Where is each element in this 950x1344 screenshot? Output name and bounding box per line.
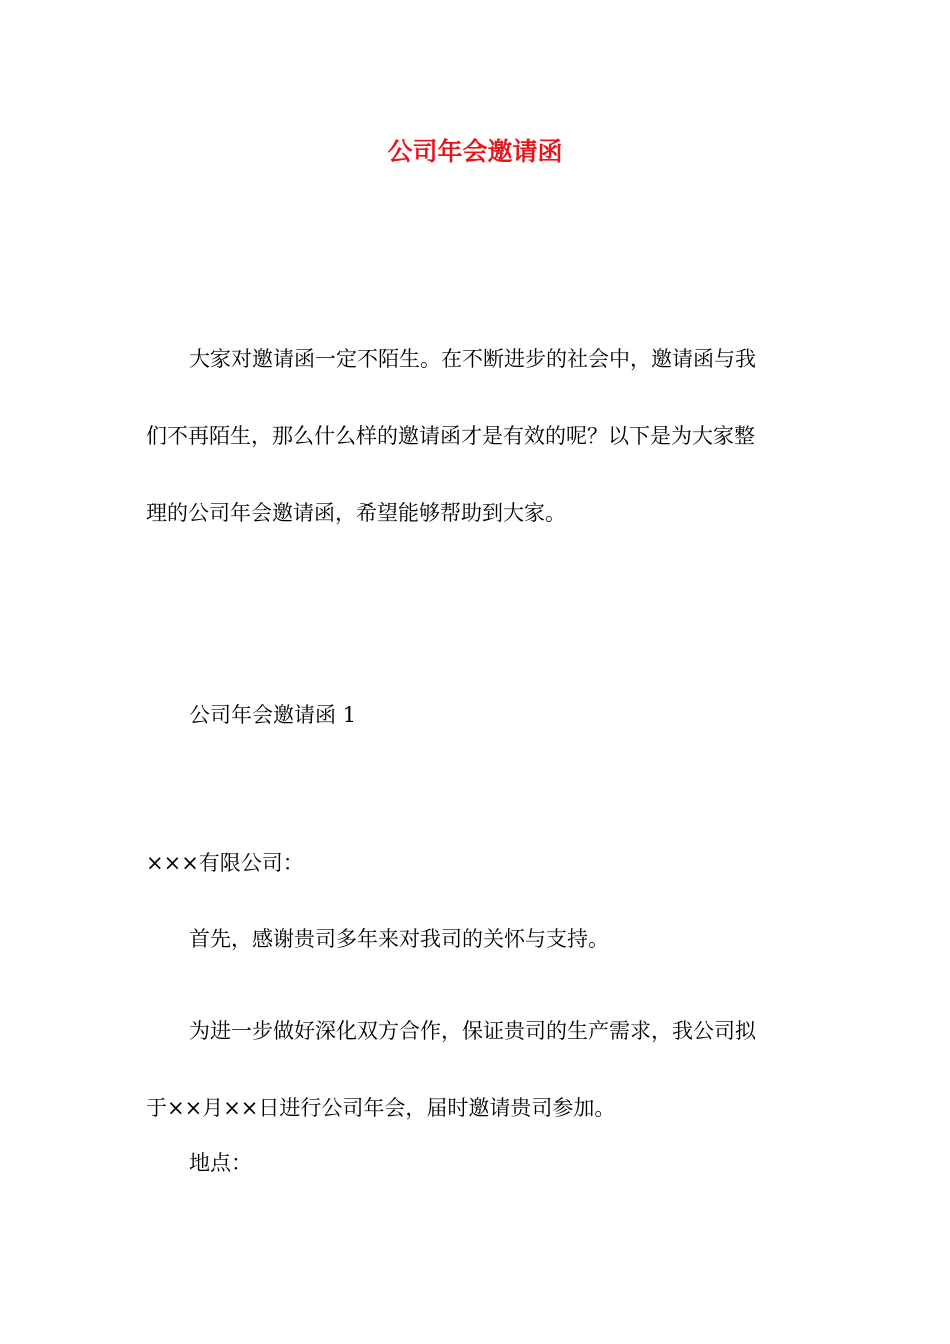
cooperation-line: 于××月××日进行公司年会，届时邀请贵司参加。: [146, 1096, 616, 1120]
cooperation-line: 为进一步做好深化双方合作，保证贵司的生产需求，我公司拟: [189, 1019, 756, 1043]
venue-label: 地点：: [189, 1151, 252, 1175]
document-title: 公司年会邀请函: [387, 137, 563, 166]
intro-line: 们不再陌生，那么什么样的邀请函才是有效的呢？以下是为大家整: [146, 424, 755, 448]
intro-paragraph: [146, 321, 816, 552]
cooperation-paragraph: [146, 993, 816, 1147]
intro-line: 大家对邀请函一定不陌生。在不断进步的社会中，邀请函与我: [189, 347, 756, 371]
thanks-paragraph: 首先，感谢贵司多年来对我司的关怀与支持。: [189, 927, 609, 951]
intro-line: 理的公司年会邀请函，希望能够帮助到大家。: [146, 501, 566, 525]
salutation: ×××有限公司：: [146, 851, 304, 875]
section-heading: 公司年会邀请函 1: [189, 703, 357, 727]
